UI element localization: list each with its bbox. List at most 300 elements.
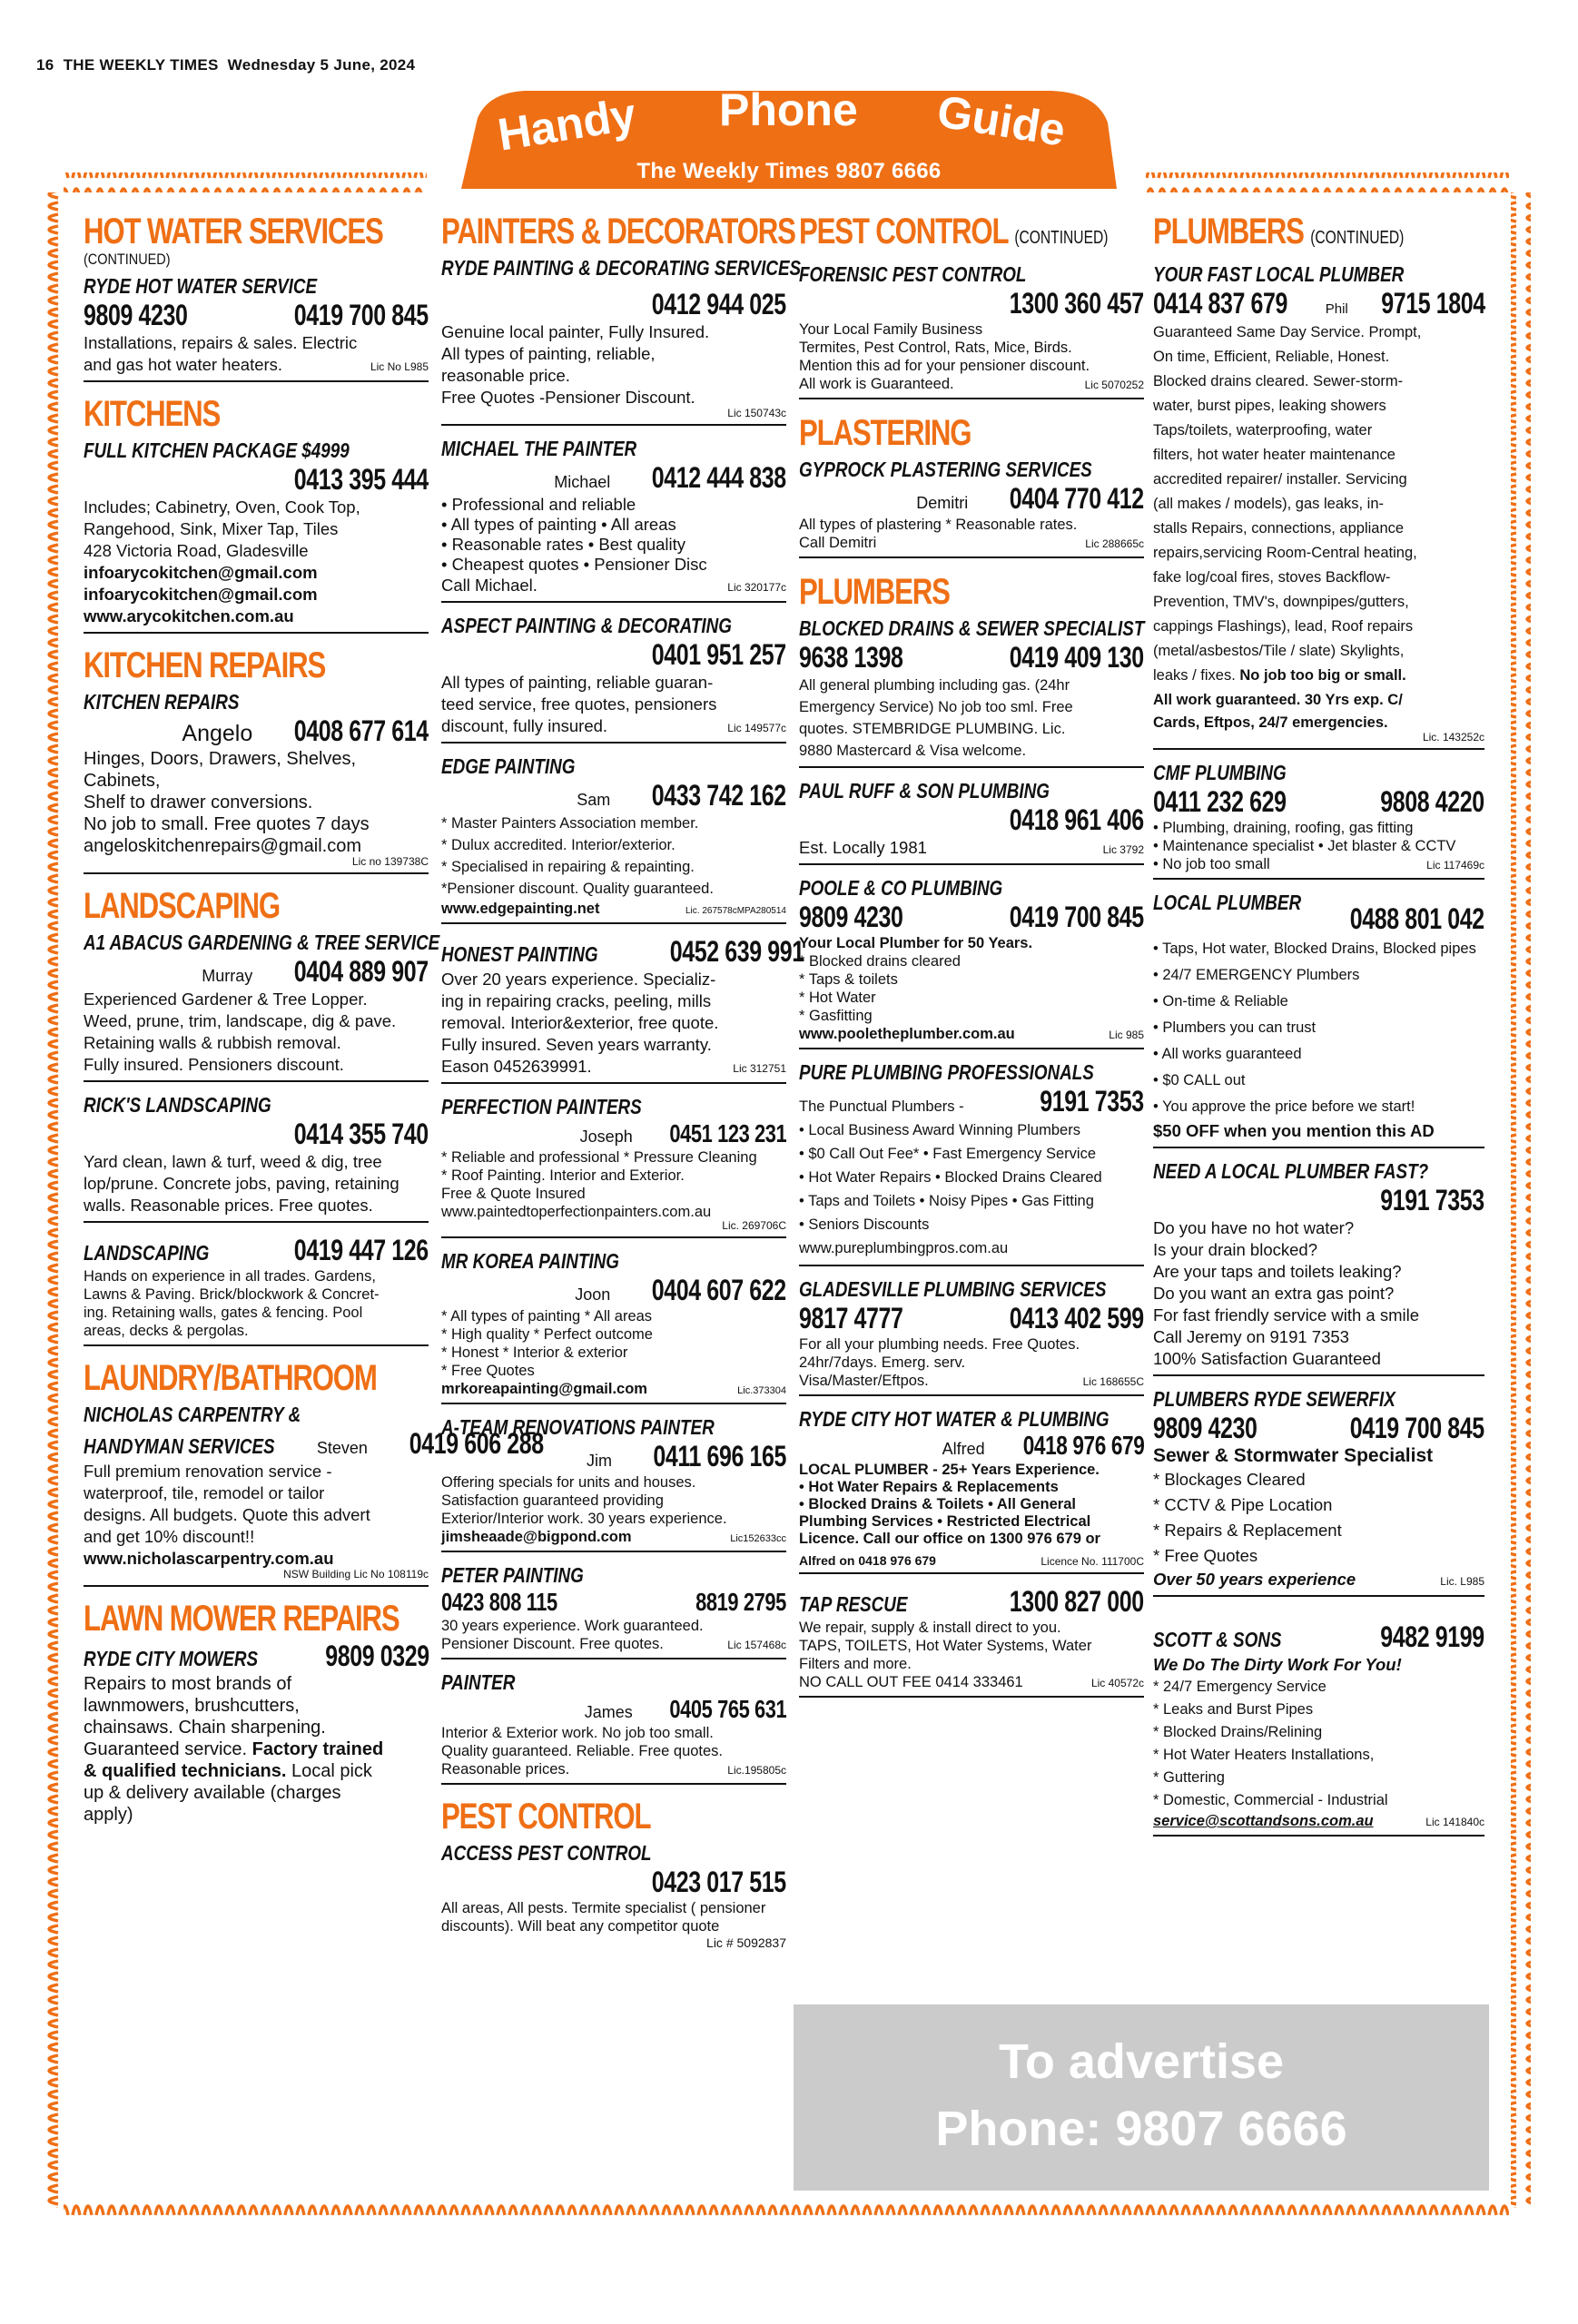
business-name: A-TEAM RENOVATIONS PAINTER — [441, 1415, 715, 1439]
ad-text: Yard clean, lawn & turf, weed & dig, tree — [84, 1152, 382, 1171]
ad-peter-painting — [441, 1563, 786, 1659]
ad-your-fast-local-plumber — [1153, 262, 1484, 750]
phone-number[interactable]: 0408 677 614 — [293, 714, 429, 747]
phone-number[interactable]: 0418 976 679 — [1022, 1432, 1144, 1461]
business-name: LOCAL PLUMBER — [1153, 891, 1302, 914]
ad-text-bold: $50 OFF when you mention this AD — [1153, 1121, 1435, 1140]
ad-text: • Plumbing, draining, roofing, gas fitting — [1153, 820, 1414, 836]
ad-michael-painter — [441, 437, 786, 603]
ad-text: 9880 Mastercard & Visa welcome. — [799, 743, 1027, 759]
licence-number: Lic. 143252c — [1422, 731, 1484, 743]
ad-text: Est. Locally 1981 — [799, 838, 927, 857]
ad-text: leaks / fixes. — [1153, 667, 1236, 684]
ad-text: Hands on experience in all trades. Gardens, — [84, 1268, 376, 1285]
ad-cmf-plumbing — [1153, 761, 1484, 880]
business-name: FORENSIC PEST CONTROL — [799, 262, 1027, 286]
ad-text: * Leaks and Burst Pipes — [1153, 1701, 1314, 1718]
phone-number[interactable]: 1300 360 457 — [1009, 287, 1144, 320]
mobile-number[interactable]: 0419 409 130 — [1009, 641, 1144, 674]
ad-text: • Plumbers you can trust — [1153, 1019, 1317, 1036]
licence-number: Lic no 139738C — [351, 855, 429, 868]
column-4 — [1153, 211, 1484, 1837]
ad-text: Full premium renovation service - — [84, 1462, 332, 1481]
ad-text: • Taps, Hot water, Blocked Drains, Blocked pipes — [1153, 940, 1476, 957]
business-name: RYDE CITY HOT WATER & PLUMBING — [799, 1407, 1110, 1431]
email-link[interactable]: infoarycokitchen@gmail.com — [84, 585, 318, 604]
ad-text: • Hot Water Repairs • Blocked Drains Cleared — [799, 1169, 1102, 1186]
licence-number: Lic 320177c — [727, 581, 786, 594]
ad-text: Guaranteed Same Day Service. Prompt, — [1153, 324, 1422, 340]
category-kitchen-repairs: KITCHEN REPAIRS — [84, 645, 326, 685]
phone-number[interactable]: 1300 827 000 — [1009, 1585, 1144, 1618]
ad-text: stalls Repairs, connections, appliance — [1153, 520, 1405, 537]
ad-text: Is your drain blocked? — [1153, 1240, 1317, 1259]
ad-text: lawnmowers, brushcutters, — [84, 1696, 300, 1716]
ad-text: * Blockages Cleared — [1153, 1470, 1306, 1489]
contact-name: Michael — [554, 473, 611, 491]
business-name: GLADESVILLE PLUMBING SERVICES — [799, 1277, 1107, 1301]
contact-name: Demitri — [916, 494, 969, 512]
licence-number: Lic 157468c — [727, 1639, 786, 1651]
ad-text: lop/prune. Concrete jobs, paving, retaining — [84, 1174, 399, 1193]
business-name: GYPROCK PLASTERING SERVICES — [799, 458, 1092, 481]
business-name: POOLE & CO PLUMBING — [799, 876, 1003, 900]
ad-access-pest-control — [441, 1841, 786, 1955]
ad-text: • Taps and Toilets • Noisy Pipes • Gas Fitting — [799, 1193, 1094, 1209]
phone-number[interactable]: 9817 4777 — [799, 1302, 903, 1334]
email-link[interactable]: jimsheaade@bigpond.com — [441, 1529, 632, 1545]
ad-text: Includes; Cabinetry, Oven, Cook Top, — [84, 497, 360, 517]
ad-text: Reasonable prices. — [441, 1761, 570, 1777]
ad-text: Repairs to most brands of — [84, 1674, 291, 1694]
phone-number[interactable]: 9809 4230 — [84, 299, 188, 331]
mobile-number[interactable]: 0419 700 845 — [1349, 1412, 1484, 1444]
ad-aspect-painting — [441, 614, 786, 743]
category-lawn-mower-repairs: LAWN MOWER REPAIRS — [84, 1599, 399, 1639]
licence-number: Lic152633cc — [730, 1533, 786, 1544]
ad-text-bold: Factory trained — [251, 1739, 384, 1759]
ad-subtitle: We Do The Dirty Work For You! — [1153, 1655, 1402, 1674]
ad-text: Installations, repairs & sales. Electric — [84, 333, 358, 352]
ad-text: • Professional and reliable — [441, 495, 636, 514]
ad-text: 24hr/7days. Emerg. serv. — [799, 1354, 966, 1371]
contact-name: Joseph — [579, 1128, 633, 1146]
ad-text: Are your taps and toilets leaking? — [1153, 1262, 1402, 1281]
business-name: LANDSCAPING — [84, 1241, 210, 1265]
ad-text: Eason 0452639991. — [441, 1057, 592, 1076]
ad-text: Call Michael. — [441, 576, 538, 595]
ad-full-kitchen — [84, 438, 429, 634]
ad-text: All types of painting, reliable guaran- — [441, 673, 714, 692]
business-name: MICHAEL THE PAINTER — [441, 437, 637, 460]
phone-number[interactable]: 0423 808 115 — [441, 1588, 557, 1616]
ad-text: • All works guaranteed — [1153, 1046, 1302, 1062]
phone-number[interactable]: 0405 765 631 — [669, 1695, 786, 1723]
business-name: YOUR FAST LOCAL PLUMBER — [1153, 262, 1405, 286]
banner-subtitle: The Weekly Times 9807 6666 — [636, 159, 942, 183]
phone-number[interactable]: 8819 2795 — [695, 1588, 786, 1616]
ad-text: LOCAL PLUMBER - 25+ Years Experience. — [799, 1462, 1100, 1478]
ad-text: • 24/7 EMERGENCY Plumbers — [1153, 967, 1360, 983]
licence-number: Lic 3792 — [1102, 843, 1144, 856]
ad-text-bold: All work guaranteed. 30 Yrs exp. C/ — [1153, 692, 1403, 708]
business-name: RYDE CITY MOWERS — [84, 1647, 259, 1670]
ad-text: • All types of painting • All areas — [441, 515, 676, 534]
ad-poole-plumbing — [799, 876, 1144, 1049]
ad-text: All types of plastering * Reasonable rates. — [799, 517, 1078, 533]
licence-number: Lic 150743c — [727, 407, 786, 419]
ad-text: Alfred on 0418 976 679 — [799, 1553, 936, 1568]
ad-gyprock-plastering — [799, 458, 1144, 558]
business-name-line-2: HANDYMAN SERVICES — [84, 1434, 275, 1458]
ad-text: chainsaws. Chain sharpening. — [84, 1718, 326, 1738]
website-link[interactable]: www.arycokitchen.com.au — [84, 606, 294, 625]
ad-text: Your Local Plumber for 50 Years. — [799, 935, 1033, 951]
ad-text: * Gasfitting — [799, 1008, 873, 1024]
ad-text: ing in repairing cracks, peeling, mills — [441, 991, 712, 1010]
licence-number: Lic 40572c — [1090, 1677, 1144, 1689]
ad-text: * Reliable and professional * Pressure Cleaning — [441, 1149, 757, 1166]
banner-word-guide: Guide — [933, 85, 1070, 156]
licence-number: Lic. 267578cMPA280514 — [685, 906, 786, 916]
ad-text: • No job too small — [1153, 856, 1270, 872]
licence-number: Lic 312751 — [733, 1062, 786, 1075]
ad-scott-and-sons — [1153, 1608, 1484, 1837]
phone-number[interactable]: 9191 7353 — [1040, 1085, 1144, 1118]
licence-number: Lic # 5092837 — [706, 1935, 786, 1950]
ad-text: * Taps & toilets — [799, 971, 898, 988]
ad-text: Lawns & Paving. Brick/blockwork & Concret- — [84, 1286, 380, 1303]
business-name: BLOCKED DRAINS & SEWER SPECIALIST — [799, 616, 1145, 640]
ad-text: repairs,servicing Room-Central heating, — [1153, 545, 1417, 561]
ad-text-bold: Cards, Eftpos, 24/7 emergencies. — [1153, 714, 1388, 731]
phone-number[interactable]: 9809 0329 — [325, 1640, 430, 1672]
ad-text: up & delivery available (charges — [84, 1783, 341, 1803]
ad-text: Licence. Call our office on 1300 976 679 or — [799, 1531, 1100, 1547]
contact-name: Joon — [575, 1285, 611, 1304]
phone-number[interactable]: 0451 123 231 — [669, 1119, 786, 1147]
ad-text: • Reasonable rates • Best quality — [441, 535, 686, 554]
licence-number: Lic 5070252 — [1084, 379, 1144, 391]
advertise-phone[interactable]: Phone: 9807 6666 — [935, 2102, 1347, 2156]
ad-ryde-painting — [441, 256, 802, 426]
ad-text: Satisfaction guaranteed providing — [441, 1492, 664, 1509]
ad-text: designs. All budgets. Quote this advert — [84, 1505, 370, 1524]
ad-text: * Honest * Interior & exterior — [441, 1344, 628, 1361]
phone-number[interactable]: 0404 607 622 — [651, 1274, 786, 1306]
phone-number[interactable]: 0412 944 025 — [651, 288, 786, 320]
licence-number: Lic 141840c — [1425, 1816, 1484, 1828]
ad-blocked-drains-sewer — [799, 616, 1144, 768]
ad-text: * Hot Water Heaters Installations, — [1153, 1747, 1375, 1763]
ad-text: (metal/asbestos/Tile / slate) Skylights, — [1153, 643, 1405, 659]
ad-text: • $0 Call Out Fee* • Fast Emergency Service — [799, 1146, 1097, 1162]
ad-text: Visa/Master/Eftpos. — [799, 1373, 929, 1389]
ad-text: * Repairs & Replacement — [1153, 1521, 1342, 1540]
ad-text: • Hot Water Repairs & Replacements — [799, 1479, 1059, 1495]
ad-a1-abacus — [84, 931, 440, 1082]
ad-text: Filters and more. — [799, 1656, 912, 1672]
ad-text: Pensioner Discount. Free quotes. — [441, 1636, 664, 1652]
ad-text: Offering specials for units and houses. — [441, 1474, 696, 1491]
business-name: PERFECTION PAINTERS — [441, 1095, 642, 1118]
ad-text: * Dulux accredited. Interior/exterior. — [441, 837, 676, 853]
licence-number: Lic.373304 — [737, 1385, 786, 1396]
phone-number[interactable]: 9638 1398 — [799, 641, 903, 674]
phone-number[interactable]: 0423 017 515 — [651, 1866, 786, 1898]
category-kitchens: KITCHENS — [84, 394, 221, 434]
ad-honest-painting — [441, 935, 805, 1084]
ad-text: accredited repairer/ installer. Servicing — [1153, 471, 1407, 487]
business-name: RICK'S LANDSCAPING — [84, 1093, 271, 1117]
ad-text: Local pick — [291, 1761, 372, 1781]
ad-tap-rescue — [799, 1585, 1144, 1698]
ad-text: Genuine local painter, Fully Insured. — [441, 322, 710, 341]
phone-number[interactable]: 0401 951 257 — [651, 638, 786, 671]
ad-text: discount, fully insured. — [441, 716, 608, 735]
ad-text: * CCTV & Pipe Location — [1153, 1495, 1333, 1514]
business-name: CMF PLUMBING — [1153, 761, 1287, 784]
licence-number: Lic. 269706C — [722, 1219, 786, 1232]
phone-number[interactable]: 9809 4230 — [1153, 1412, 1257, 1444]
business-name: MR KOREA PAINTING — [441, 1249, 619, 1273]
phone-number[interactable]: 0488 801 042 — [1349, 902, 1484, 935]
ad-text: Rangehood, Sink, Mixer Tap, Tiles — [84, 519, 339, 538]
website-link[interactable]: www.pureplumbingpros.com.au — [799, 1240, 1009, 1256]
ad-text: walls. Reasonable prices. Free quotes. — [84, 1196, 373, 1215]
ad-text: * Hot Water — [799, 990, 876, 1006]
email-link[interactable]: angeloskitchenrepairs@gmail.com — [84, 836, 361, 856]
banner-word-phone: Phone — [719, 84, 858, 135]
ad-text: Free Quotes -Pensioner Discount. — [441, 388, 695, 407]
ad-ryde-hot-water — [84, 274, 429, 382]
ad-text: (all makes / models), gas leaks, in- — [1153, 496, 1385, 512]
ad-text: Emergency Service) No job too sml. Free — [799, 699, 1073, 715]
ad-text: reasonable price. — [441, 366, 570, 385]
ad-text: Fully insured. Seven years warranty. — [441, 1035, 712, 1054]
ad-text: * Free Quotes — [441, 1363, 535, 1379]
contact-name: Steven — [316, 1439, 368, 1457]
ad-text: * Domestic, Commercial - Industrial — [1153, 1792, 1388, 1808]
website-link[interactable]: www.edgepainting.net — [441, 901, 600, 917]
licence-number: Lic. L985 — [1440, 1575, 1484, 1588]
ad-text: Your Local Family Business — [799, 321, 983, 338]
ad-text: * All types of painting * All areas — [441, 1308, 653, 1324]
ad-text: * Specialised in repairing & repainting. — [441, 859, 695, 875]
ad-text: For fast friendly service with a smile — [1153, 1305, 1420, 1324]
business-name: FULL KITCHEN PACKAGE $4999 — [84, 438, 350, 462]
ad-text: teed service, free quotes, pensioners — [441, 694, 717, 714]
licence-number: Lic 288665c — [1085, 537, 1144, 550]
ad-text: Fully insured. Pensioners discount. — [84, 1055, 344, 1074]
ad-plumbers-ryde-sewerfix — [1153, 1387, 1484, 1597]
phone-number[interactable]: 0414 355 740 — [293, 1118, 429, 1150]
ad-text: * Master Painters Association member. — [441, 815, 699, 832]
contact-name: Jim — [587, 1452, 613, 1470]
ad-text: Cabinets, — [84, 771, 161, 791]
continued-label: (CONTINUED) — [1014, 228, 1109, 248]
page-header — [36, 56, 415, 74]
phone-number[interactable]: 9482 9199 — [1380, 1620, 1484, 1653]
ad-text: • Blocked Drains & Toilets • All General — [799, 1496, 1076, 1512]
phone-number[interactable]: 9809 4230 — [799, 901, 903, 933]
mobile-number[interactable]: 0419 700 845 — [293, 299, 429, 331]
email-link[interactable]: infoarycokitchen@gmail.com — [84, 563, 318, 582]
phone-number[interactable]: 0413 395 444 — [293, 463, 429, 496]
phone-number[interactable]: 9191 7353 — [1380, 1184, 1484, 1216]
ad-text: Free & Quote Insured — [441, 1186, 586, 1202]
ad-text: • Seniors Discounts — [799, 1216, 930, 1233]
ad-text: quotes. STEMBRIDGE PLUMBING. Lic. — [799, 721, 1066, 737]
ad-text-bold: & qualified technicians. — [84, 1761, 287, 1781]
ad-text: Retaining walls & rubbish removal. — [84, 1033, 341, 1052]
contact-name: James — [584, 1703, 633, 1721]
ad-text: • Cheapest quotes • Pensioner Disc — [441, 555, 707, 574]
business-name: A1 ABACUS GARDENING & TREE SERVICE — [84, 931, 440, 954]
ad-forensic-pest-control — [799, 262, 1144, 399]
business-name: PAUL RUFF & SON PLUMBING — [799, 779, 1050, 803]
ad-ricks-landscaping — [84, 1093, 429, 1223]
ad-text: Experienced Gardener & Tree Lopper. — [84, 990, 368, 1009]
business-name: RYDE HOT WATER SERVICE — [84, 274, 318, 298]
page-number: 16 — [36, 56, 54, 74]
phone-number[interactable]: 0411 696 165 — [653, 1440, 786, 1472]
business-name: TAP RESCUE — [799, 1592, 908, 1616]
ad-text: * Blocked drains cleared — [799, 953, 961, 970]
business-name: SCOTT & SONS — [1153, 1628, 1282, 1651]
email-link[interactable]: mrkoreapainting@gmail.com — [441, 1381, 647, 1397]
ad-text: All work is Guaranteed. — [799, 376, 954, 392]
ad-text: No job to small. Free quotes 7 days — [84, 814, 370, 834]
category-plumbers-continued — [1153, 211, 1412, 259]
ad-text: 100% Satisfaction Guaranteed — [1153, 1349, 1381, 1368]
website-link[interactable]: www.paintedtoperfectionpainters.com.au — [441, 1204, 712, 1220]
category-laundry-bathroom: LAUNDRY/BATHROOM — [84, 1358, 377, 1398]
ad-text: Exterior/Interior work. 30 years experience. — [441, 1511, 727, 1527]
ad-painter-james — [441, 1670, 786, 1785]
ad-text: • You approve the price before we start! — [1153, 1098, 1415, 1115]
ad-text: Call Demitri — [799, 535, 877, 551]
business-name: HONEST PAINTING — [441, 942, 598, 966]
phone-number[interactable]: 0433 742 162 — [651, 779, 786, 812]
contact-name: Sam — [577, 791, 611, 809]
advertise-box[interactable] — [794, 2004, 1489, 2191]
mobile-number[interactable]: 0419 700 845 — [1009, 901, 1144, 933]
ad-pure-plumbing — [799, 1060, 1144, 1266]
ad-text: 428 Victoria Road, Gladesville — [84, 541, 309, 560]
ad-text: * Blocked Drains/Relining — [1153, 1724, 1323, 1740]
ad-text: NO CALL OUT FEE 0414 333461 — [799, 1674, 1023, 1690]
phone-number[interactable]: 0412 444 838 — [651, 461, 786, 494]
ad-text: 30 years experience. Work guaranteed. — [441, 1618, 704, 1634]
ad-text: Do you want an extra gas point? — [1153, 1284, 1395, 1303]
category-landscaping: LANDSCAPING — [84, 886, 280, 926]
website-link[interactable]: www.pooletheplumber.com.au — [799, 1026, 1015, 1042]
ad-text: *Pensioner discount. Quality guaranteed. — [441, 881, 714, 897]
ad-text: * 24/7 Emergency Service — [1153, 1679, 1327, 1695]
phone-number[interactable]: 9808 4220 — [1380, 785, 1484, 818]
contact-name: Murray — [202, 967, 253, 985]
business-name: PURE PLUMBING PROFESSIONALS — [799, 1060, 1094, 1084]
ad-text: and get 10% discount!! — [84, 1527, 255, 1546]
ad-mr-korea-painting — [441, 1249, 786, 1404]
ad-text: water, burst pipes, leaking showers — [1153, 398, 1386, 414]
phone-number[interactable]: 0419 606 288 — [409, 1427, 544, 1460]
licence-number: Lic 117469c — [1426, 859, 1484, 872]
mobile-number[interactable]: 0413 402 599 — [1009, 1302, 1144, 1334]
ad-text: Weed, prune, trim, landscape, dig & pave. — [84, 1011, 397, 1030]
phone-number[interactable]: 0404 770 412 — [1009, 482, 1144, 515]
ad-text: Termites, Pest Control, Rats, Mice, Birds. — [799, 340, 1072, 356]
phone-number[interactable]: 0404 889 907 — [293, 955, 429, 988]
email-link[interactable]: service@scottandsons.com.au — [1153, 1813, 1374, 1829]
ad-text: fake log/coal fires, stoves Backflow- — [1153, 569, 1391, 586]
phone-number[interactable]: 0419 447 126 — [293, 1234, 429, 1266]
ad-text: Prevention, TMV's, downpipes/gutters, — [1153, 594, 1409, 610]
ad-text: All areas, All pests. Termite specialist ( pensioner — [441, 1900, 766, 1916]
website-link[interactable]: www.nicholascarpentry.com.au — [84, 1549, 334, 1568]
ad-perfection-painters — [441, 1095, 786, 1238]
ad-text: Hinges, Doors, Drawers, Shelves, — [84, 749, 357, 769]
issue-date: Wednesday 5 June, 2024 — [227, 56, 416, 74]
business-name: PLUMBERS RYDE SEWERFIX — [1153, 1387, 1396, 1411]
category-hot-water: HOT WATER SERVICES — [84, 212, 383, 251]
phone-number[interactable]: 0414 837 679 — [1153, 287, 1288, 320]
ad-text: ing. Retaining walls, gates & fencing. Pool — [84, 1305, 363, 1321]
ad-text: • $0 CALL out — [1153, 1072, 1246, 1088]
contact-name: Phil — [1325, 301, 1348, 317]
phone-number[interactable]: 0452 639 991 — [670, 935, 805, 968]
business-name: ASPECT PAINTING & DECORATING — [441, 614, 732, 637]
ad-paul-ruff-plumbing — [799, 779, 1144, 865]
licence-number: Licence No. 111700C — [1040, 1555, 1144, 1568]
column-2 — [441, 211, 805, 1955]
category-title: PLUMBERS — [1153, 212, 1304, 251]
licence-number: Lic 149577c — [727, 722, 786, 734]
ad-text: waterproof, tile, remodel or tailor — [84, 1483, 325, 1502]
category-painters: PAINTERS & DECORATORS — [441, 212, 795, 251]
ad-text: All types of painting, reliable, — [441, 344, 656, 363]
ad-text: * High quality * Perfect outcome — [441, 1326, 653, 1343]
ad-a-team-renovations — [441, 1415, 786, 1552]
phone-number[interactable]: 0418 961 406 — [1009, 803, 1144, 836]
ad-text: All general plumbing including gas. (24hr — [799, 677, 1070, 694]
phone-number[interactable]: 0411 232 629 — [1153, 785, 1287, 818]
ad-text: On time, Efficient, Reliable, Honest. — [1153, 349, 1390, 365]
licence-number: Lic.195805c — [727, 1764, 786, 1777]
ad-text: • Local Business Award Winning Plumbers — [799, 1122, 1080, 1138]
continued-label: (CONTINUED) — [1310, 228, 1405, 248]
ad-text: • Maintenance specialist • Jet blaster & CCTV — [1153, 838, 1456, 854]
ad-text: Mention this ad for your pensioner discount. — [799, 358, 1090, 374]
ad-ryde-city-hot-water — [799, 1407, 1144, 1574]
ad-text: Blocked drains cleared. Sewer-storm- — [1153, 373, 1404, 389]
ad-need-local-plumber — [1153, 1159, 1484, 1376]
ad-text: filters, hot water heater maintenance — [1153, 447, 1396, 463]
ad-text: • On-time & Reliable — [1153, 993, 1288, 1009]
business-name: PETER PAINTING — [441, 1563, 584, 1587]
ad-text: TAPS, TOILETS, Hot Water Systems, Water — [799, 1638, 1092, 1654]
column-3 — [799, 211, 1144, 1698]
category-pest-control: PEST CONTROL — [441, 1797, 651, 1837]
licence-number: Lic No L985 — [370, 360, 429, 373]
ad-subtitle: The Punctual Plumbers - — [799, 1098, 964, 1115]
licence-number: Lic 985 — [1109, 1029, 1144, 1041]
ad-text: * Free Quotes — [1153, 1546, 1258, 1565]
phone-number[interactable]: 9715 1804 — [1381, 287, 1485, 320]
ad-text: Guaranteed service. — [84, 1739, 248, 1759]
continued-label: (CONTINUED) — [84, 251, 171, 268]
